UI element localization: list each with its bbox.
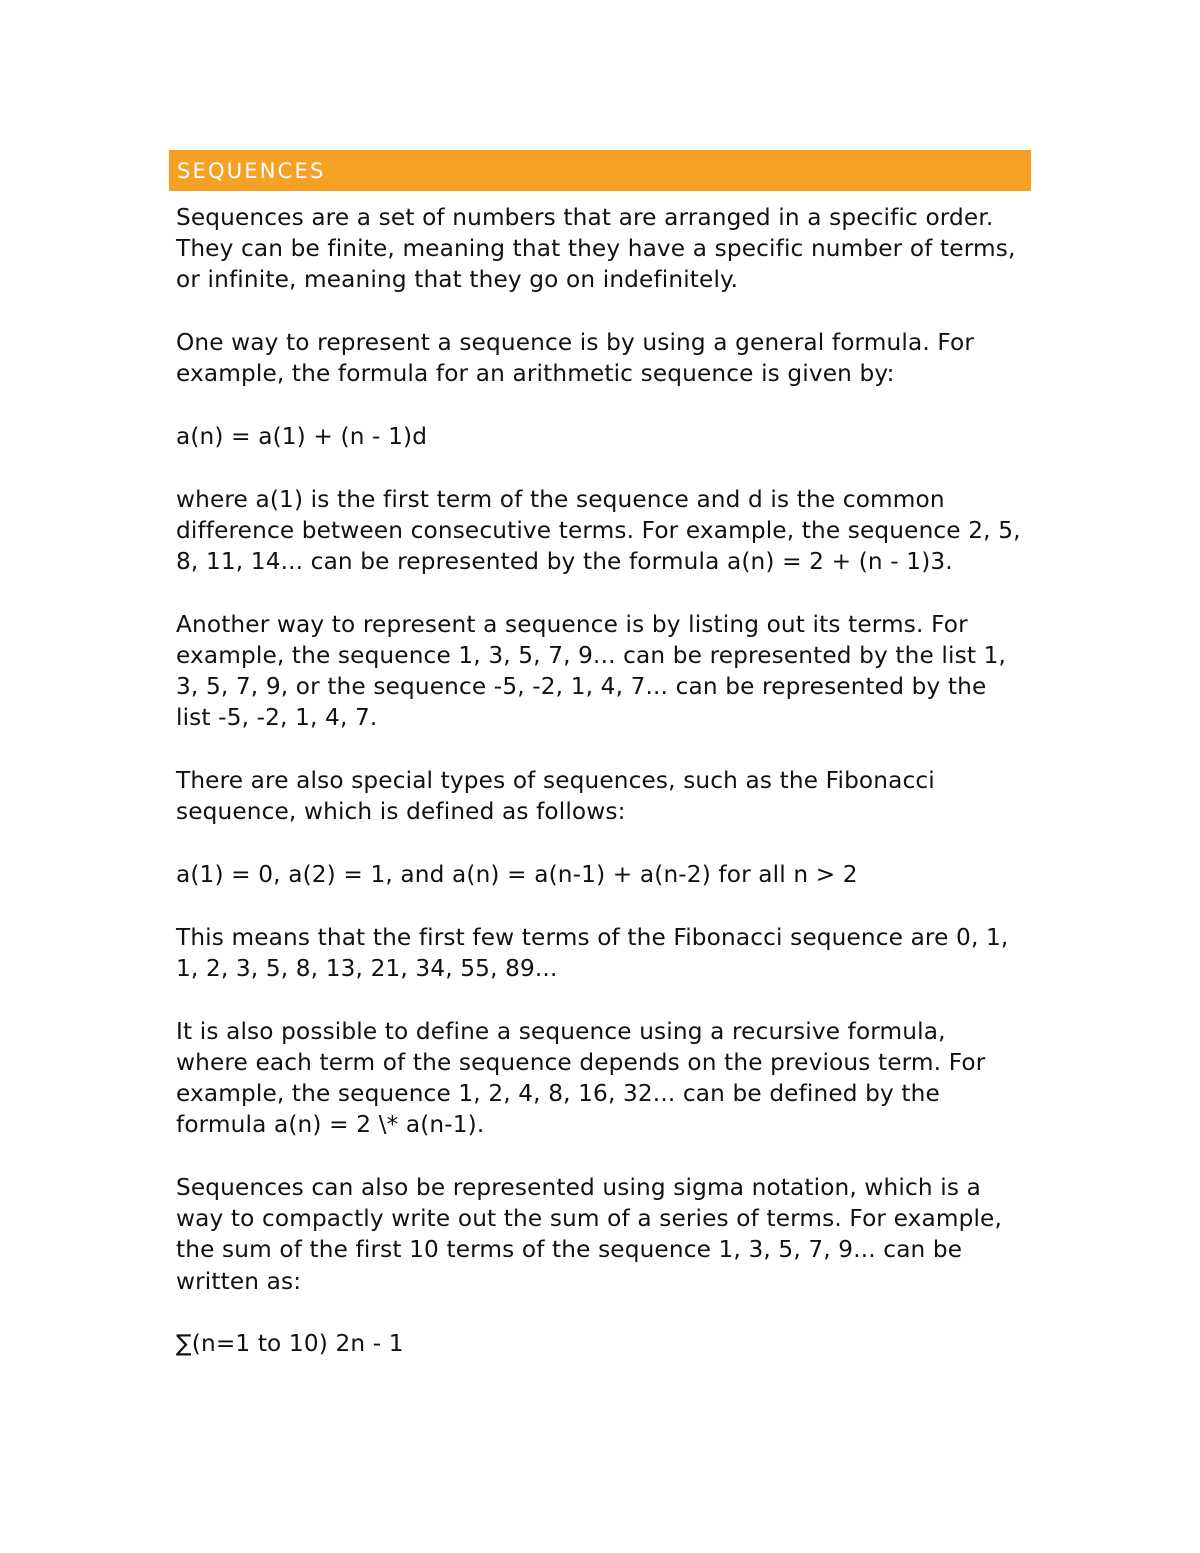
text-line: where each term of the sequence depends on the previous term. For [176,1048,986,1076]
paragraph-gap [176,734,1036,766]
text-line: the sum of the first 10 terms of the sequence 1, 3, 5, 7, 9... can be [176,1236,963,1264]
paragraph-gap [176,577,1036,609]
paragraph-gap [176,452,1036,484]
text-line: written as: [176,1267,302,1295]
section-heading-bar [169,150,1031,191]
text-line: 8, 11, 14... can be represented by the formula a(n) = 2 + (n - 1)3. [176,548,953,576]
paragraph-gap [176,1140,1036,1172]
paragraph-recursive-formula [176,1016,1036,1141]
paragraph-gap [176,1297,1036,1329]
text-line: This means that the first few terms of the Fibonacci sequence are 0, 1, [176,923,1009,951]
text-line: It is also possible to define a sequence using a recursive formula, [176,1017,946,1045]
text-line: Sequences are a set of numbers that are arranged in a specific order. [176,204,994,231]
paragraph-sigma-notation [176,1172,1036,1297]
text-line: formula a(n) = 2 \* a(n-1). [176,1111,485,1139]
text-line: way to compactly write out the sum of a series of terms. For example, [176,1205,1002,1233]
paragraph-fibonacci-terms [176,922,1036,984]
paragraph-arithmetic-explanation [176,484,1036,578]
text-line: or infinite, meaning that they go on indefinitely. [176,266,739,294]
paragraph-gap [176,984,1036,1016]
paragraph-gap [176,828,1036,860]
text-line: list -5, -2, 1, 4, 7. [176,704,378,732]
text-line: a(n) = a(1) + (n - 1)d [176,423,428,451]
text-line: Sequences can also be represented using sigma notation, which is a [176,1173,981,1201]
text-line: They can be finite, meaning that they have a specific number of terms, [176,235,1016,263]
text-line: Another way to represent a sequence is by listing out its terms. For [176,610,968,638]
paragraph-intro [176,202,1036,296]
text-line: a(1) = 0, a(2) = 1, and a(n) = a(n-1) + a(n-2) for all n > 2 [176,861,858,889]
paragraph-gap [176,296,1036,328]
paragraph-general-formula [176,327,1036,389]
text-line: There are also special types of sequences, such as the Fibonacci [176,767,935,795]
text-line: example, the sequence 1, 2, 4, 8, 16, 32... can be defined by the [176,1080,940,1108]
formula-sigma [176,1328,1036,1359]
paragraph-gap [176,390,1036,422]
formula-fibonacci [176,859,1036,890]
text-line: example, the formula for an arithmetic sequence is given by: [176,360,895,388]
document-body [176,202,1036,1359]
text-line: 3, 5, 7, 9, or the sequence -5, -2, 1, 4, 7... can be represented by the [176,673,987,701]
text-line: One way to represent a sequence is by using a general formula. For [176,329,975,357]
section-heading: SEQUENCES [177,159,326,183]
text-line: difference between consecutive terms. For example, the sequence 2, 5, [176,516,1021,544]
text-line: example, the sequence 1, 3, 5, 7, 9... can be represented by the list 1, [176,642,1007,670]
text-line: 1, 2, 3, 5, 8, 13, 21, 34, 55, 89... [176,954,558,982]
paragraph-gap [176,890,1036,922]
text-line: ∑(n=1 to 10) 2n - 1 [176,1330,404,1358]
text-line: sequence, which is defined as follows: [176,798,626,826]
paragraph-listing-terms [176,609,1036,734]
paragraph-special-types [176,765,1036,827]
formula-arithmetic [176,421,1036,452]
text-line: where a(1) is the first term of the sequence and d is the common [176,485,945,513]
